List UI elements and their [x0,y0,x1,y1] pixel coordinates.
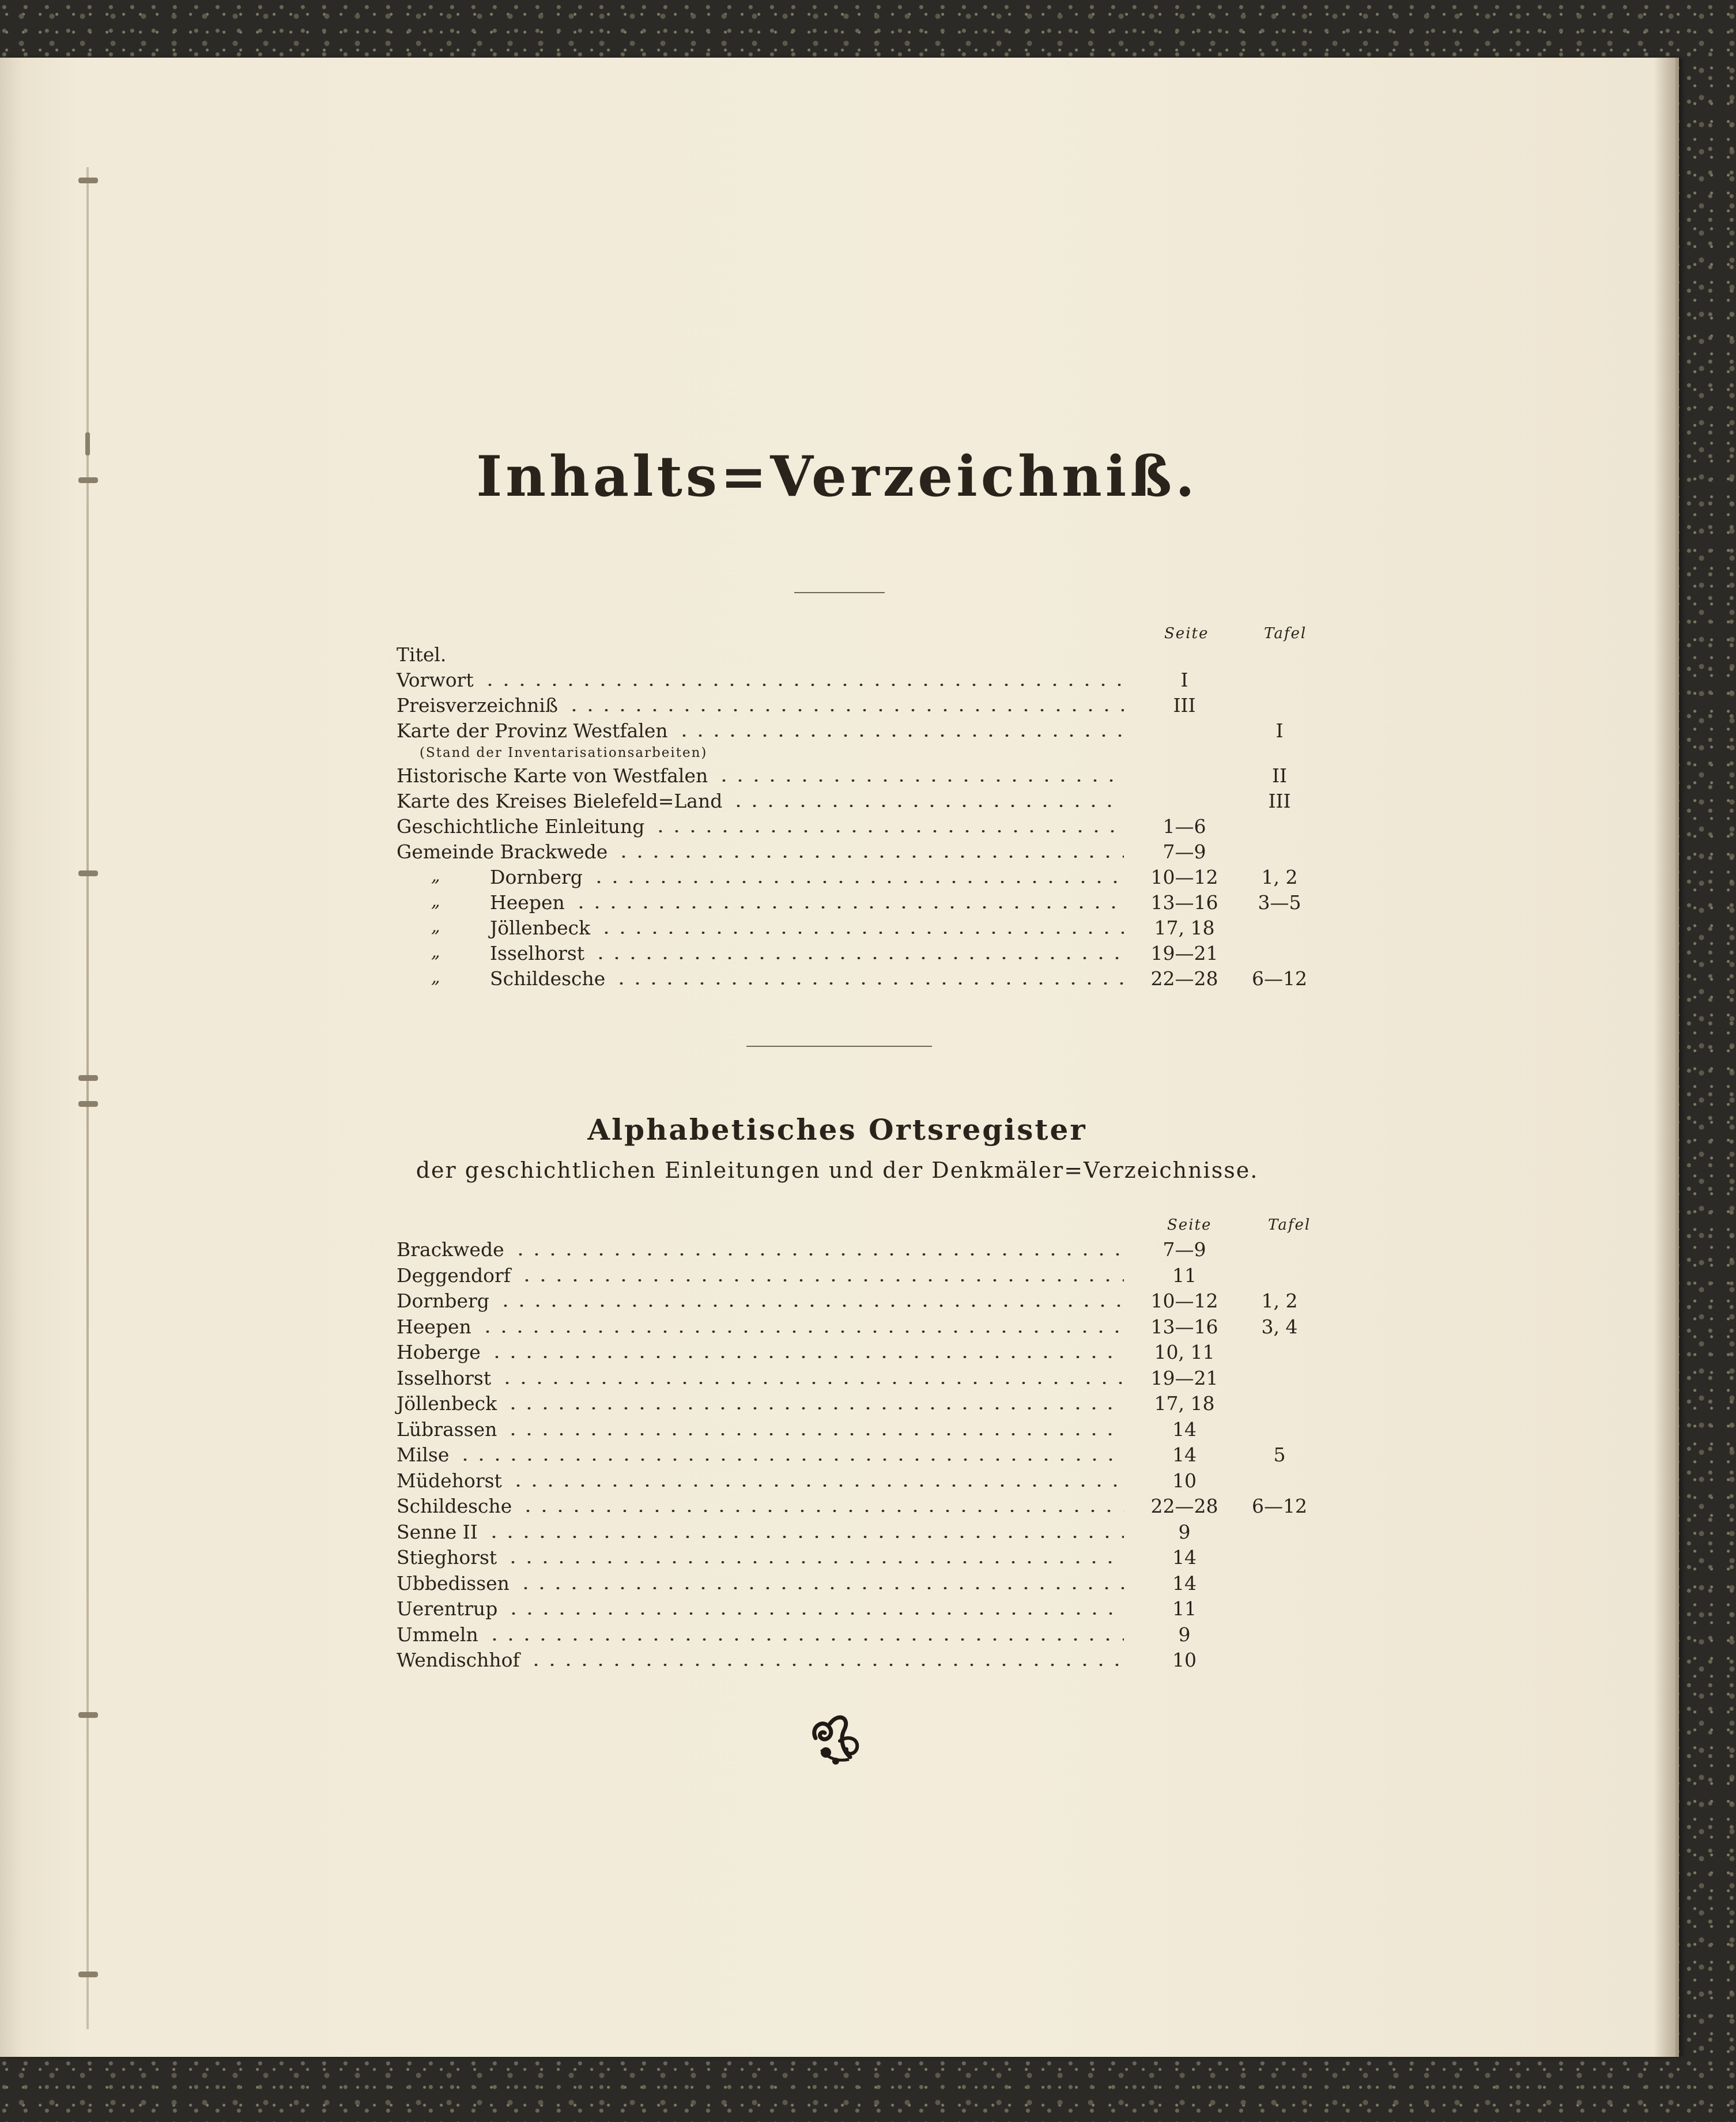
toc-title: Inhalts=Verzeichniß. [476,444,1198,509]
entry-label: Geschichtliche Einleitung [397,815,645,838]
register-col-tafel: Tafel [1268,1216,1311,1234]
dot-leader [505,1612,1124,1615]
ditto-mark: „ [431,891,440,911]
dot-leader [505,1561,1124,1563]
entry-page: 7—9 [1163,840,1206,863]
dot-leader [598,932,1124,934]
entry-plate: 1, 2 [1261,1290,1298,1312]
toc-col-tafel: Tafel [1264,625,1307,642]
dot-leader [457,1458,1124,1461]
binding-stitch [78,1075,98,1081]
list-item [0,764,1674,790]
list-item [0,891,1674,917]
list-item [0,1597,1674,1623]
entry-page: 14 [1172,1571,1197,1595]
section-divider [746,1046,932,1047]
entry-page: 10—12 [1150,866,1218,888]
dot-leader [480,1331,1124,1333]
dot-leader [520,1510,1124,1512]
dot-leader [518,1587,1124,1589]
entry-plate: 5 [1273,1443,1286,1466]
entry-label: Heepen [397,1315,471,1338]
entry-page: 9 [1178,1623,1191,1646]
entry-page: 14 [1172,1443,1197,1466]
dot-leader [528,1664,1124,1666]
entry-label: Milse [397,1443,450,1466]
list-item [0,1546,1674,1571]
entry-plate: III [1268,790,1291,812]
entry-page: 10 [1172,1649,1197,1671]
entry-plate: 3—5 [1258,891,1301,914]
entry-page: 14 [1172,1546,1197,1569]
binding-stitch [78,1101,98,1107]
list-item [0,1649,1674,1674]
dot-leader [505,1407,1124,1409]
list-item [0,719,1674,745]
list-item [0,643,1674,669]
entry-page: 1—6 [1163,815,1206,838]
entry-label: Karte der Provinz Westfalen [397,719,668,742]
entry-page: 22—28 [1150,1495,1218,1517]
list-item [0,815,1674,840]
entry-page: 7—9 [1163,1238,1206,1261]
entry-label: Isselhorst [397,1366,492,1389]
entry-page: 11 [1172,1597,1197,1620]
entry-plate: 6—12 [1252,967,1307,990]
binding-stitch [78,1712,98,1718]
dot-leader [489,1356,1124,1358]
entry-label: Jöllenbeck [397,1392,497,1415]
dot-leader [676,734,1124,737]
list-item [0,1367,1674,1392]
entry-plate: 6—12 [1252,1495,1307,1517]
binding-stitch [78,178,98,183]
dot-leader [497,1305,1124,1307]
entry-label: Deggendorf [397,1264,511,1287]
entry-label: Karte des Kreises Bielefeld=Land [397,790,723,812]
register-col-seite: Seite [1167,1216,1212,1234]
list-item [0,1238,1674,1264]
dot-leader [519,1279,1124,1282]
entry-plate: II [1271,764,1288,787]
entry-label: Dornberg [490,866,583,888]
entry-page: 17, 18 [1154,917,1215,939]
entry-plate: I [1275,719,1284,742]
list-item [0,669,1674,694]
list-item [0,1443,1674,1469]
entry-label: Wendischhof [397,1649,520,1671]
ditto-mark: „ [431,942,440,962]
list-item [0,1290,1674,1315]
entry-label: Titel. [397,643,447,666]
entry-page: 11 [1172,1264,1197,1287]
list-item [0,1341,1674,1366]
entry-label: Heepen [490,891,565,914]
entry-page: 10 [1172,1469,1197,1492]
entry-page: I [1180,669,1188,691]
entry-label: Schildesche [490,967,606,990]
list-item [0,967,1674,993]
list-item [0,694,1674,719]
entry-label: Jöllenbeck [490,917,591,939]
ditto-mark: „ [431,967,440,987]
dot-leader [716,779,1124,782]
list-item [0,1418,1674,1443]
entry-label: Preisverzeichniß [397,694,558,717]
dot-leader [499,1382,1124,1384]
register-title: Alphabetisches Ortsregister [587,1113,1087,1147]
list-item [0,790,1674,815]
dot-leader [730,805,1124,807]
entry-label: Historische Karte von Westfalen [397,764,708,787]
entry-label: Stieghorst [397,1546,497,1569]
entry-page: 10, 11 [1154,1341,1215,1363]
entry-label: Hoberge [397,1341,481,1363]
dot-leader [591,881,1124,883]
binding-stitch [78,1972,98,1977]
entry-label: Gemeinde Brackwede [397,840,608,863]
list-item [0,1469,1674,1495]
binding-gutter [0,58,104,2057]
dot-leader [573,906,1124,909]
list-item [0,1264,1674,1290]
list-item [0,1495,1674,1520]
dot-leader [566,709,1124,711]
entry-label: Vorwort [397,669,474,691]
entry-label: Isselhorst [490,942,585,964]
dot-leader [510,1484,1124,1487]
dot-leader [486,1638,1124,1641]
ditto-mark: „ [431,866,440,886]
list-item [0,1521,1674,1546]
entry-plate: 3, 4 [1261,1315,1298,1338]
ditto-mark: „ [431,917,440,937]
dot-leader [482,684,1124,686]
entry-page: 13—16 [1150,1315,1218,1338]
dot-leader [512,1253,1124,1256]
list-item [0,866,1674,891]
dot-leader [616,855,1124,858]
floral-ornament-icon [804,1706,867,1770]
list-item [0,1392,1674,1418]
entry-label: Lübrassen [397,1418,497,1441]
list-item [0,1623,1674,1649]
page-edge [1654,58,1674,2057]
dot-leader [486,1536,1124,1538]
entry-label: Brackwede [397,1238,504,1261]
entry-page: 9 [1178,1520,1191,1543]
entry-page: 13—16 [1150,891,1218,914]
entry-note: (Stand der Inventarisationsarbeiten) [420,745,708,760]
entry-label: Schildesche [397,1495,512,1517]
entry-label: Senne II [397,1520,478,1543]
entry-page: 19—21 [1150,1366,1218,1389]
entry-page: 14 [1172,1418,1197,1441]
entry-page: 10—12 [1150,1290,1218,1312]
dot-leader [652,830,1124,832]
dot-leader [592,957,1124,959]
list-item [0,917,1674,942]
entry-label: Uerentrup [397,1597,498,1620]
title-divider [794,592,885,593]
register-subtitle: der geschichtlichen Einleitungen und der Denkmäler=Verzeichnisse. [416,1158,1259,1183]
list-item [0,840,1674,866]
entry-label: Ubbedissen [397,1571,510,1595]
entry-page: III [1173,694,1196,717]
entry-label: Dornberg [397,1290,489,1312]
dot-leader [505,1433,1124,1435]
list-item [0,1572,1674,1597]
toc-col-seite: Seite [1164,625,1209,642]
entry-label: Müdehorst [397,1469,502,1492]
list-item [0,942,1674,967]
list-item [0,1316,1674,1341]
entry-page: 22—28 [1150,967,1218,990]
entry-plate: 1, 2 [1261,866,1298,888]
entry-label: Ummeln [397,1623,478,1646]
entry-page: 17, 18 [1154,1392,1215,1415]
entry-page: 19—21 [1150,942,1218,964]
dot-leader [613,982,1124,985]
